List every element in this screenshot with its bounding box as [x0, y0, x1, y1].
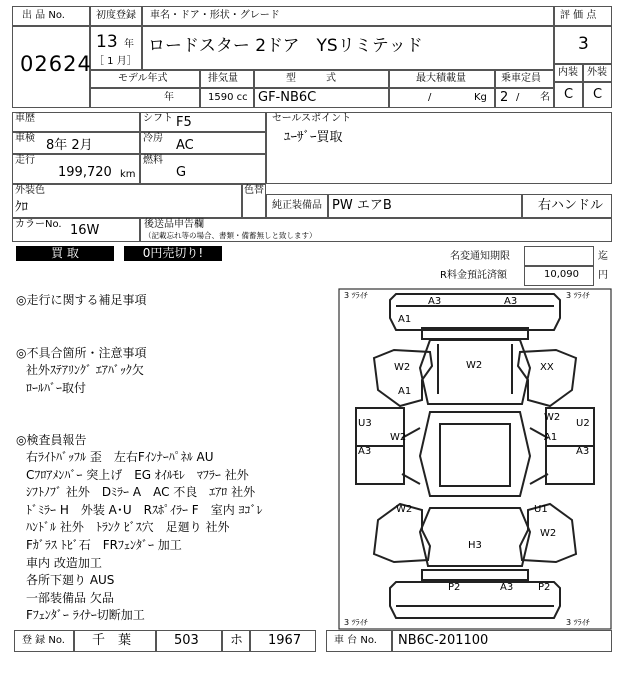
inspector-note-line: 一部装備品 欠品 [26, 590, 114, 605]
ac-value: AC [176, 138, 194, 153]
ext-color-value: ｸﾛ [15, 200, 28, 215]
notice-cell [524, 246, 594, 266]
interior-label: 内装 [558, 67, 578, 78]
first-reg-month: ［ 1 月］ [94, 56, 137, 67]
fuel-value: G [176, 165, 187, 180]
model-year-cell [90, 88, 200, 108]
mileage-value: 199,720 [58, 165, 112, 180]
load-slash: / [428, 92, 432, 103]
defects-heading: ◎不具合箇所・注意事項 [16, 346, 147, 360]
model-year-unit: 年 [164, 92, 174, 103]
mark-w2-left-quarter: W2 [396, 504, 413, 515]
mark-u3-left-door: U3 [358, 418, 372, 429]
inspector-note-line: Cﾌﾛｱﾒﾝﾊﾞｰ 突上げ EG ｵｲﾙﾓﾚ ﾏﾌﾗｰ 社外 [26, 467, 249, 482]
chassis-label: 車 台 No. [334, 635, 377, 646]
color-no-value: 16W [70, 223, 100, 238]
mark-u2-right-door: U2 [576, 418, 590, 429]
reg-number: 1967 [268, 633, 302, 648]
lot-no: 02624 [20, 52, 92, 76]
notice-unit: 迄 [598, 251, 608, 262]
corner-label-top-right: 3 ﾂﾗｲﾁ [566, 291, 590, 300]
score-label: 評 価 点 [560, 10, 597, 21]
capacity-slash: / [516, 92, 520, 103]
inspector-note-line: Fﾌｪﾝﾀﾞｰ ﾗｲﾅｰ切断加工 [26, 608, 145, 623]
shift-label: シフト [143, 113, 173, 124]
driving-heading: ◎走行に関する補足事項 [16, 293, 147, 307]
equipment-value: PW エアB [332, 198, 392, 213]
exterior-grade: C [593, 87, 603, 102]
damage-diagram [338, 288, 612, 630]
inspector-note-line: ﾊﾝﾄﾞﾙ 社外 ﾄﾗﾝｸ ﾋﾞｽ穴 足廻り 社外 [26, 520, 230, 535]
mark-xx-right-fender: XX [540, 362, 554, 373]
inspection-label: 車検 [15, 133, 35, 144]
load-unit: Kg [474, 92, 487, 103]
interior-grade: C [564, 87, 574, 102]
notice-label: 名変通知期限 [450, 251, 510, 262]
handle-value: 右ハンドル [538, 198, 604, 213]
corner-label-bottom-right: 3 ﾂﾗｲﾁ [566, 618, 590, 627]
inspector-note-line: 右ﾗｲﾄﾊﾞｯﾌﾙ 歪 左右Fｲﾝﾅｰﾊﾟﾈﾙ AU [26, 450, 214, 464]
mark-a1-left-fender: A1 [398, 386, 412, 397]
load-label: 最大積載量 [416, 73, 466, 84]
sales-point-label: セールスポイント [272, 113, 352, 124]
mark-p2-rear-right: P2 [538, 582, 551, 593]
history-label: 車歴 [15, 113, 35, 124]
mark-w2-right-quarter: W2 [540, 528, 557, 539]
defect-note-line: ﾛｰﾙﾊﾞｰ取付 [26, 380, 87, 395]
corner-label-top-left: 3 ﾂﾗｲﾁ [344, 291, 368, 300]
first-reg-year: 13 [96, 32, 118, 52]
reg-label: 登 録 No. [22, 635, 65, 646]
inspector-note-line: 各所下廻り AUS [26, 573, 115, 588]
inspector-heading: ◎検査員報告 [16, 433, 87, 447]
inspector-note-line: ﾄﾞﾐﾗｰ H 外装 A･U Rｽﾎﾟｲﾗｰ F 室内 ﾖｺﾞﾚ [26, 502, 263, 517]
mark-u1-right-quarter: U1 [534, 504, 548, 515]
color-no-label: カラーNo. [15, 219, 62, 230]
first-reg-label: 初度登録 [96, 10, 136, 21]
type-label: 型 式 [286, 73, 336, 84]
corner-label-bottom-left: 3 ﾂﾗｲﾁ [344, 618, 368, 627]
mark-h3-trunk: H3 [468, 540, 482, 551]
mark-p2-rear-left: P2 [448, 582, 461, 593]
capacity-value: 2 [500, 90, 509, 105]
reg-area: 千 葉 [92, 633, 132, 648]
lot-no-label: 出 品 No. [22, 10, 65, 21]
displacement-label: 排気量 [208, 73, 238, 84]
recycle-label: R料金預託済額 [440, 270, 507, 281]
fuel-label: 燃料 [143, 155, 163, 166]
inspection-value: 8年 2月 [46, 138, 93, 153]
car-name-label: 車名・ドア・形状・グレード [150, 10, 280, 21]
mark-a3-rear: A3 [500, 582, 514, 593]
defect-note-line: 社外ｽﾃｱﾘﾝｸﾞ ｴｱﾊﾞｯｸ欠 [26, 363, 144, 377]
equipment-label: 純正装備品 [272, 200, 322, 211]
reg-class: 503 [174, 633, 199, 648]
inspector-note-line: Fｶﾞﾗｽ ﾄﾋﾞ石 FRﾌｪﾝﾀﾞｰ 加工 [26, 537, 182, 552]
mark-a3-front-right: A3 [504, 296, 518, 307]
ext-color-cell [12, 184, 242, 218]
capacity-label: 乗車定員 [501, 73, 541, 84]
ac-label: 冷房 [143, 133, 163, 144]
type-value: GF-NB6C [258, 90, 317, 105]
mark-w2-right-door: W2 [544, 412, 561, 423]
ext-color-label: 外装色 [15, 185, 45, 196]
score-value: 3 [578, 34, 589, 54]
mark-w2-left-fender: W2 [394, 362, 411, 373]
capacity-unit: 名 [540, 92, 550, 103]
mileage-label: 走行 [15, 155, 35, 166]
inspector-list [26, 449, 263, 625]
inspector-note-line: ｼﾌﾄﾉﾌﾞ 社外 Dﾐﾗｰ A AC 不良 ｴｱﾛ 社外 [26, 485, 256, 500]
model-year-label: モデル年式 [118, 73, 168, 84]
inspector-note-line: 車内 改造加工 [26, 555, 102, 570]
sales-point-value: ﾕｰｻﾞｰ買取 [284, 130, 343, 145]
mark-a3-right-door: A3 [576, 446, 590, 457]
reg-kana: ホ [230, 633, 244, 648]
car-name: ロードスター 2ドア YSリミテッド [148, 36, 423, 56]
first-reg-year-unit: 年 [124, 39, 134, 50]
aftermarket-note: （記載忘れ等の場合、書類・備蓄無しと致します） [144, 231, 317, 240]
chassis-number: NB6C-201100 [398, 633, 489, 648]
mark-a3-front-left: A3 [428, 296, 442, 307]
exterior-label: 外装 [587, 67, 607, 78]
recycle-value: 10,090 [544, 269, 579, 280]
defects-list [26, 362, 144, 397]
mark-a1-front: A1 [398, 314, 412, 325]
aftermarket-label: 後送品申告欄 [144, 219, 204, 230]
zero-yen-badge: 0円売切り! [124, 246, 222, 261]
displacement-value: 1590 cc [208, 92, 248, 103]
mileage-unit: km [120, 169, 136, 180]
mark-a1-right-door: A1 [544, 432, 558, 443]
mark-w2-hood: W2 [466, 360, 483, 371]
buyback-badge: 買 取 [16, 246, 114, 261]
mark-w2-left-door: W2 [390, 432, 407, 443]
recycle-unit: 円 [598, 270, 608, 281]
mark-a3-left-door: A3 [358, 446, 372, 457]
repaint-label: 色替 [244, 185, 264, 196]
shift-value: F5 [176, 115, 192, 130]
